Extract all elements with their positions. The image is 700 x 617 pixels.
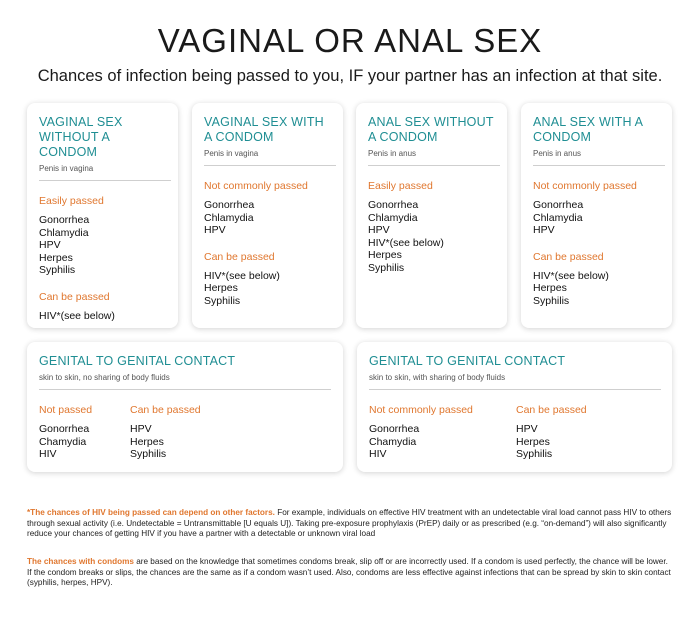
card-anal-no-condom — [356, 103, 507, 328]
card-title: GENITAL TO GENITAL CONTACT — [369, 354, 566, 368]
list-item: Chlamydia — [204, 211, 254, 224]
card-subtitle: Penis in vagina — [204, 149, 259, 158]
list-item: HPV — [533, 224, 555, 236]
item-list — [130, 423, 201, 461]
list-item: HIV — [369, 448, 387, 460]
card-subtitle: skin to skin, with sharing of body fluids — [369, 373, 506, 382]
column-left — [369, 390, 516, 461]
card-title: VAGINAL SEX WITHOUT A CONDOM — [39, 115, 123, 159]
section-label: Can be passed — [204, 250, 275, 263]
list-item: HIV*(see below) — [368, 236, 444, 249]
condom-footnote — [27, 557, 672, 589]
card-subtitle: Penis in vagina — [39, 164, 94, 173]
item-list — [533, 199, 660, 237]
list-item: Chlamydia — [368, 211, 418, 224]
section-label: Can be passed — [516, 404, 587, 416]
list-item: HIV*(see below) — [533, 269, 609, 282]
column-left — [39, 390, 130, 461]
list-item: HIV*(see below) — [39, 309, 115, 322]
page-subtitle: Chances of infection being passed to you, IF your partner has an infection at that site. — [37, 67, 663, 85]
list-item: Herpes — [39, 251, 73, 264]
divider — [204, 165, 336, 166]
divider — [368, 165, 500, 166]
card-anal-with-condom — [521, 103, 672, 328]
list-item: HPV — [130, 423, 152, 435]
list-item: Herpes — [516, 435, 550, 448]
item-list — [533, 270, 660, 308]
list-item: Herpes — [368, 249, 402, 261]
list-item: Herpes — [533, 282, 567, 294]
card-subtitle: Penis in anus — [368, 149, 417, 158]
list-item: HPV — [516, 423, 538, 435]
section-label: Not commonly passed — [204, 180, 308, 192]
card-subtitle: skin to skin, no sharing of body fluids — [39, 373, 170, 382]
item-list — [204, 270, 331, 308]
section-label: Not passed — [39, 404, 93, 416]
item-list — [39, 310, 166, 323]
column-right — [130, 390, 201, 461]
section-label: Easily passed — [39, 195, 104, 207]
list-item: HIV*(see below) — [204, 269, 280, 282]
card-genital-no-fluids — [27, 342, 343, 472]
list-item: Gonorrhea — [39, 423, 90, 435]
footnote-text: For example, individuals on effective HIV treatment with an undetectable viral load cannot pass HIV to others through sexual activity (i.e. Undetectable = Untransmittable [U equals U]). Taking pre-exposure prophylaxis (PrEP) daily or as prescribed (e.g. “on-demand”) will also significantly reduce your chances of getting HIV if you have a partner with a detectable or unknown viral load — [27, 508, 672, 538]
list-item: HIV — [39, 448, 57, 460]
list-item: Syphilis — [39, 264, 76, 276]
columns — [39, 390, 331, 461]
list-item: Gonorrhea — [369, 423, 420, 435]
section-label: Not commonly passed — [533, 180, 637, 192]
section-label: Can be passed — [39, 290, 110, 303]
list-item: Gonorrhea — [533, 199, 584, 211]
list-item: Chlamydia — [533, 211, 583, 224]
list-item: HPV — [39, 239, 61, 251]
divider — [39, 180, 171, 181]
item-list — [204, 199, 331, 237]
card-vaginal-with-condom — [192, 103, 343, 328]
list-item: Chamydia — [39, 435, 87, 448]
list-item: Herpes — [204, 282, 238, 294]
column-right — [516, 390, 587, 461]
item-list — [368, 199, 495, 274]
list-item: Herpes — [130, 435, 164, 448]
columns — [369, 390, 660, 461]
section-label: Can be passed — [533, 250, 604, 263]
list-item: HPV — [368, 224, 390, 236]
section-label: Easily passed — [368, 180, 433, 192]
list-item: Chamydia — [369, 435, 417, 448]
list-item: Syphilis — [533, 294, 570, 307]
list-item: Syphilis — [130, 448, 167, 460]
card-vaginal-no-condom — [27, 103, 178, 328]
list-item: Gonorrhea — [39, 214, 90, 226]
card-title: ANAL SEX WITHOUT A CONDOM — [368, 115, 494, 144]
list-item: HPV — [204, 224, 226, 236]
divider — [533, 165, 665, 166]
list-item: Chlamydia — [39, 226, 89, 239]
list-item: Gonorrhea — [204, 199, 255, 211]
list-item: Syphilis — [204, 294, 241, 307]
card-subtitle: Penis in anus — [533, 149, 582, 158]
list-item: Gonorrhea — [368, 199, 419, 211]
item-list — [369, 423, 516, 461]
item-list — [516, 423, 587, 461]
list-item: Syphilis — [516, 448, 553, 460]
section-label: Not commonly passed — [369, 404, 473, 416]
list-item: Syphilis — [368, 261, 405, 274]
page-title: VAGINAL OR ANAL SEX — [157, 22, 543, 59]
section-label: Can be passed — [130, 404, 201, 416]
card-title: VAGINAL SEX WITH A CONDOM — [204, 115, 324, 144]
footnote-emphasis: *The chances of HIV being passed can depend on other factors. — [27, 508, 275, 517]
footnote-text: are based on the knowledge that sometimes condoms break, slip off or are incorrectly used. If a condom is used perfectly, the chance will be lower. If the condom breaks or slips, the chances are the same as if a condom wasn’t used. Also, condoms are less effective against infections that can be spread by skin to skin contact (syphilis, herpes, HPV). — [27, 557, 671, 587]
card-title: ANAL SEX WITH A CONDOM — [533, 115, 643, 144]
card-genital-with-fluids — [357, 342, 672, 472]
card-title: GENITAL TO GENITAL CONTACT — [39, 354, 236, 368]
item-list — [39, 423, 130, 461]
hiv-footnote — [27, 508, 672, 540]
footnote-emphasis: The chances with condoms — [27, 557, 134, 566]
item-list — [39, 214, 166, 277]
